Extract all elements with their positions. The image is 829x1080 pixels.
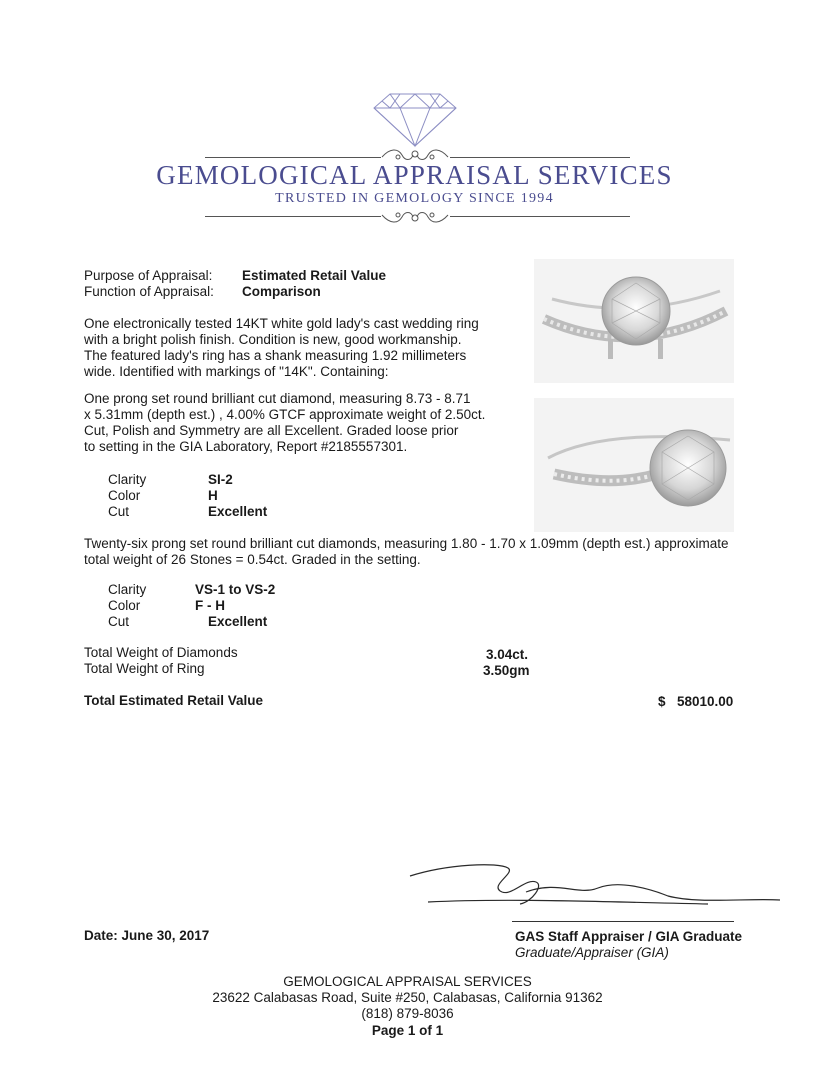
diamond-outline-icon xyxy=(372,92,458,148)
text-line: The featured lady's ring has a shank measuring 1.92 millimeters xyxy=(84,348,467,363)
clarity-value: SI-2 xyxy=(208,472,233,487)
page-number: Page 1 of 1 xyxy=(371,1023,444,1038)
text-line: total weight of 26 Stones = 0.54ct. Graded in the setting. xyxy=(84,552,421,567)
text-line: wide. Identified with markings of "14K". Containing: xyxy=(84,364,389,379)
appraiser-signature xyxy=(408,858,788,922)
text-line: One prong set round brilliant cut diamond, measuring 8.73 - 8.71 xyxy=(84,391,471,406)
clarity-label: Clarity xyxy=(108,472,147,487)
color-value: F - H xyxy=(195,598,225,613)
cut-value: Excellent xyxy=(208,504,268,519)
text-line: with a bright polish finish. Condition is new, good workmanship. xyxy=(84,332,462,347)
text-line: Twenty-six prong set round brilliant cut diamonds, measuring 1.80 - 1.70 x 1.09mm (depth est.) approximate xyxy=(84,536,729,551)
total-diamonds-label: Total Weight of Diamonds xyxy=(84,645,238,660)
total-ring-value: 3.50gm xyxy=(483,663,530,678)
ring-photo-side xyxy=(534,398,734,532)
clarity-value: VS-1 to VS-2 xyxy=(195,582,276,597)
text-line: x 5.31mm (depth est.) , 4.00% GTCF approximate weight of 2.50ct. xyxy=(84,407,486,422)
ring-photo-top xyxy=(534,259,734,383)
color-value: H xyxy=(208,488,218,503)
color-label: Color xyxy=(108,488,141,503)
appraisal-date: Date: June 30, 2017 xyxy=(84,928,210,943)
currency-symbol: $ xyxy=(658,694,666,709)
header-rule-top-right xyxy=(450,157,630,158)
header-rule-bottom-left xyxy=(205,216,381,217)
appraiser-title: GAS Staff Appraiser / GIA Graduate xyxy=(515,929,743,944)
cut-label: Cut xyxy=(108,614,130,629)
company-tagline: TRUSTED IN GEMOLOGY SINCE 1994 xyxy=(275,191,554,206)
appraiser-subtitle: Graduate/Appraiser (GIA) xyxy=(515,945,669,960)
signature-line xyxy=(512,921,734,922)
ring-image xyxy=(534,398,734,532)
flourish-ornament-icon xyxy=(380,206,450,226)
cut-value: Excellent xyxy=(208,614,268,629)
clarity-label: Clarity xyxy=(108,582,147,597)
text-line: One electronically tested 14KT white gold lady's cast wedding ring xyxy=(84,316,479,331)
footer-phone: (818) 879-8036 xyxy=(361,1006,454,1021)
text-line: to setting in the GIA Laboratory, Report #2185557301. xyxy=(84,439,408,454)
center-stone-description xyxy=(84,391,524,455)
total-diamonds-value: 3.04ct. xyxy=(486,647,529,662)
purpose-value: Estimated Retail Value xyxy=(242,268,387,283)
text-line: Cut, Polish and Symmetry are all Excellent. Graded loose prior xyxy=(84,423,459,438)
company-name: GEMOLOGICAL APPRAISAL SERVICES xyxy=(156,160,673,190)
ring-description xyxy=(84,316,524,380)
ring-image xyxy=(534,259,734,383)
function-value: Comparison xyxy=(242,284,321,299)
total-retail-value: 58010.00 xyxy=(677,694,734,709)
side-stones-description xyxy=(84,536,784,568)
total-retail-label: Total Estimated Retail Value xyxy=(84,693,264,708)
cut-label: Cut xyxy=(108,504,130,519)
header-rule-top-left xyxy=(205,157,381,158)
footer-address: 23622 Calabasas Road, Suite #250, Calabasas, California 91362 xyxy=(212,990,603,1005)
footer-company: GEMOLOGICAL APPRAISAL SERVICES xyxy=(283,974,532,989)
color-label: Color xyxy=(108,598,141,613)
total-ring-label: Total Weight of Ring xyxy=(84,661,205,676)
function-label: Function of Appraisal: xyxy=(84,284,214,299)
purpose-label: Purpose of Appraisal: xyxy=(84,268,213,283)
header-rule-bottom-right xyxy=(450,216,630,217)
